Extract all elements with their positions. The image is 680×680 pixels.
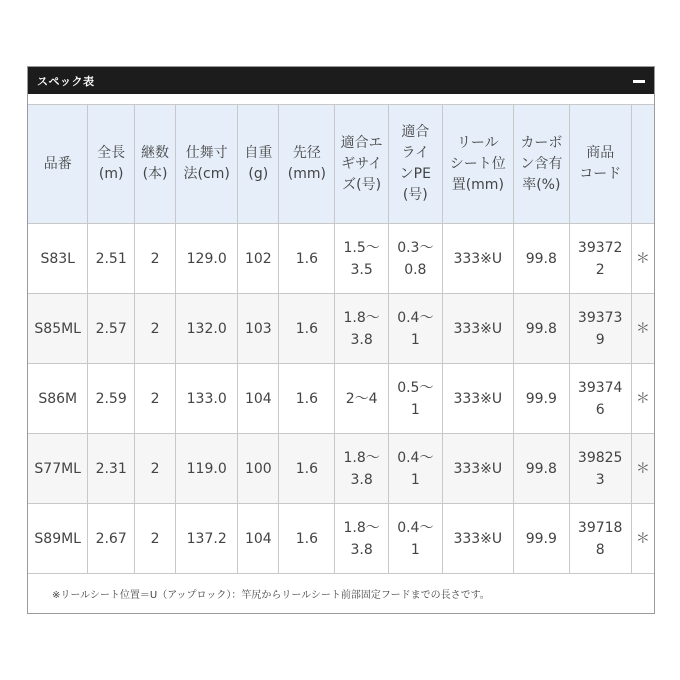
cell-length: 2.57 [88,294,134,364]
cell-mark: ＊ [631,434,654,504]
header-mark [631,105,654,224]
cell-tip-diameter: 1.6 [279,294,335,364]
header-egi-size: 適合エ ギサイ ズ(号) [335,105,389,224]
cell-closed-length: 137.2 [176,504,238,574]
header-reel-seat: リール シート位 置(mm) [442,105,513,224]
spec-panel [27,66,655,614]
cell-reel-seat: 333※U [442,294,513,364]
cell-item-code: 39372 2 [569,224,631,294]
header-line-pe: 適合 ライ ンPE (号) [388,105,442,224]
cell-closed-length: 132.0 [176,294,238,364]
cell-egi-size: 1.5～ 3.5 [335,224,389,294]
cell-mark: ＊ [631,364,654,434]
cell-reel-seat: 333※U [442,504,513,574]
cell-egi-size: 2～4 [335,364,389,434]
cell-item-code: 39718 8 [569,504,631,574]
spec-table [28,104,654,574]
cell-egi-size: 1.8～ 3.8 [335,504,389,574]
cell-closed-length: 129.0 [176,224,238,294]
table-header-row [28,105,654,224]
collapse-icon[interactable] [633,80,645,83]
cell-item-code: 39825 3 [569,434,631,504]
cell-line-pe: 0.3～ 0.8 [388,224,442,294]
table-row [28,434,654,504]
table-row [28,364,654,434]
cell-length: 2.51 [88,224,134,294]
cell-line-pe: 0.4～ 1 [388,434,442,504]
cell-item-code: 39373 9 [569,294,631,364]
cell-carbon: 99.8 [513,294,569,364]
panel-title: スペック表 [37,75,95,88]
cell-tip-diameter: 1.6 [279,434,335,504]
cell-pieces: 2 [134,294,175,364]
cell-tip-diameter: 1.6 [279,504,335,574]
cell-closed-length: 133.0 [176,364,238,434]
cell-weight: 104 [238,364,279,434]
footnote: ※リールシート位置＝U（アップロック）：竿尻からリールシート前部固定フードまでの長さです。 [52,590,490,601]
spec-panel-header[interactable] [28,67,654,94]
cell-carbon: 99.8 [513,224,569,294]
cell-egi-size: 1.8～ 3.8 [335,434,389,504]
cell-carbon: 99.8 [513,434,569,504]
cell-weight: 102 [238,224,279,294]
cell-length: 2.31 [88,434,134,504]
cell-product-code: S89ML [28,504,88,574]
cell-length: 2.59 [88,364,134,434]
cell-reel-seat: 333※U [442,224,513,294]
cell-line-pe: 0.5～ 1 [388,364,442,434]
cell-reel-seat: 333※U [442,434,513,504]
cell-pieces: 2 [134,504,175,574]
cell-product-code: S85ML [28,294,88,364]
table-row [28,224,654,294]
cell-carbon: 99.9 [513,364,569,434]
header-closed-length: 仕舞寸 法(cm) [176,105,238,224]
cell-tip-diameter: 1.6 [279,224,335,294]
cell-tip-diameter: 1.6 [279,364,335,434]
cell-egi-size: 1.8～ 3.8 [335,294,389,364]
cell-pieces: 2 [134,224,175,294]
header-pieces: 継数 (本) [134,105,175,224]
cell-mark: ＊ [631,294,654,364]
cell-carbon: 99.9 [513,504,569,574]
table-row [28,504,654,574]
cell-line-pe: 0.4～ 1 [388,504,442,574]
cell-item-code: 39374 6 [569,364,631,434]
cell-weight: 103 [238,294,279,364]
header-product-code: 品番 [28,105,88,224]
table-row [28,294,654,364]
header-length: 全長 (m) [88,105,134,224]
cell-mark: ＊ [631,504,654,574]
cell-length: 2.67 [88,504,134,574]
cell-weight: 100 [238,434,279,504]
cell-product-code: S86M [28,364,88,434]
cell-mark: ＊ [631,224,654,294]
cell-weight: 104 [238,504,279,574]
header-item-code: 商品 コード [569,105,631,224]
cell-product-code: S77ML [28,434,88,504]
cell-pieces: 2 [134,364,175,434]
header-carbon: カーボ ン含有 率(%) [513,105,569,224]
cell-reel-seat: 333※U [442,364,513,434]
cell-closed-length: 119.0 [176,434,238,504]
header-weight: 自重 (g) [238,105,279,224]
cell-line-pe: 0.4～ 1 [388,294,442,364]
cell-product-code: S83L [28,224,88,294]
header-tip-diameter: 先径 (mm) [279,105,335,224]
cell-pieces: 2 [134,434,175,504]
